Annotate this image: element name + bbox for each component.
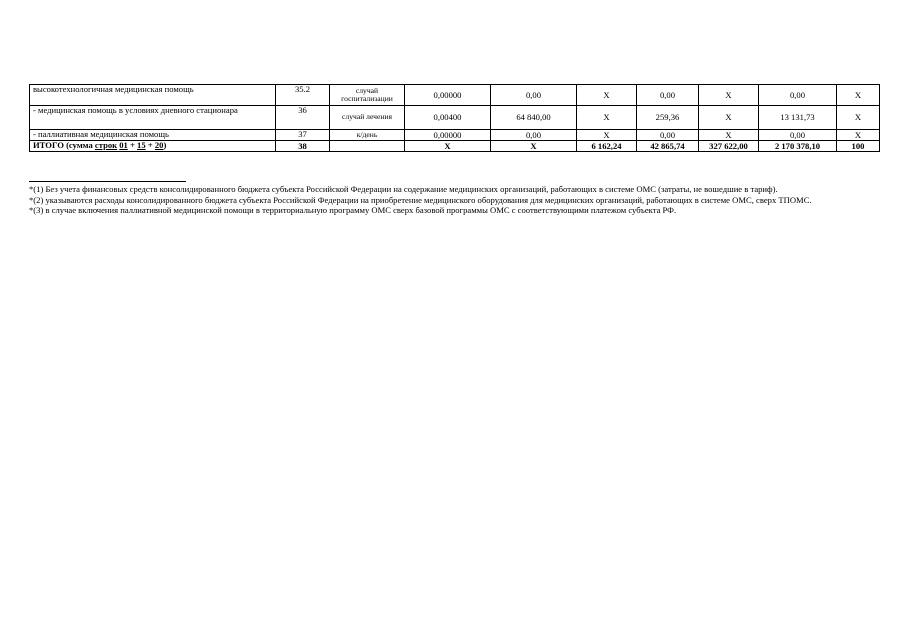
total-value: X [491,141,577,152]
cell-value: 0,00 [637,85,699,106]
total-code: 38 [276,141,330,152]
row-name: высокотехнологичная медицинская помощь [30,85,276,106]
total-label-prefix: ИТОГО (сумма [33,140,95,150]
rows-link[interactable]: строк [94,140,118,150]
footnotes [29,184,879,216]
cell-value: 0,00 [759,85,837,106]
cell-value: 13 131,73 [759,106,837,130]
total-value: 327 622,00 [699,141,759,152]
cell-value: X [837,130,880,141]
total-unit [330,141,405,152]
footnote-3: *(3) в случае включения паллиативной медицинской помощи в территориальную программу ОМС сверх базовой программы ОМС с соответствующими платежом субъекта РФ. [29,205,677,216]
cell-value: X [837,106,880,130]
cell-value: X [699,106,759,130]
cell-value: 259,36 [637,106,699,130]
total-value: X [405,141,491,152]
row-unit: случай лечения [330,106,405,130]
footnote-separator [29,181,186,182]
plus-sign: + [145,140,155,150]
plus-sign: + [127,140,138,150]
cell-value: X [837,85,880,106]
row-name: - медицинская помощь в условиях дневного стационара [30,106,276,130]
row-01-link[interactable]: 01 [119,140,128,150]
cell-value: X [577,85,637,106]
total-value: 6 162,24 [577,141,637,152]
total-value: 2 170 378,10 [759,141,837,152]
footnote-2: *(2) указываются расходы консолидированного бюджета субъекта Российской Федерации на приобретение медицинского оборудования для медицинских организаций, работающих в системе ОМС, сверх ТПОМС. [29,194,812,205]
cell-value: 0,00 [491,130,577,141]
row-name: - паллиативная медицинская помощь [30,130,276,141]
total-label [30,141,276,152]
table-row [30,130,880,141]
table-row [30,85,880,106]
table-row [30,106,880,130]
cell-value: 0,00400 [405,106,491,130]
total-value: 100 [837,141,880,152]
cell-value: 64 840,00 [491,106,577,130]
financing-table [29,84,880,152]
cell-value: X [699,130,759,141]
cell-value: X [577,106,637,130]
cell-value: X [577,130,637,141]
footnote-1: *(1) Без учета финансовых средств консолидированного бюджета субъекта Российской Федерации на содержание медицинских организаций, работающих в системе ОМС (затраты, не вошедшие в тариф). [29,184,778,194]
row-code: 37 [276,130,330,141]
cell-value: 0,00 [759,130,837,141]
total-label-suffix: ) [163,140,167,150]
row-20-link[interactable]: 20 [154,140,164,150]
cell-value: X [699,85,759,106]
row-15-link[interactable]: 15 [137,140,146,150]
row-unit: случай госпитализации [330,85,405,106]
row-code: 36 [276,106,330,130]
total-row [30,141,880,152]
total-value: 42 865,74 [637,141,699,152]
row-code: 35.2 [276,85,330,106]
cell-value: 0,00 [491,85,577,106]
row-unit: к/день [330,130,405,141]
cell-value: 0,00000 [405,85,491,106]
cell-value: 0,00 [637,130,699,141]
cell-value: 0,00000 [405,130,491,141]
